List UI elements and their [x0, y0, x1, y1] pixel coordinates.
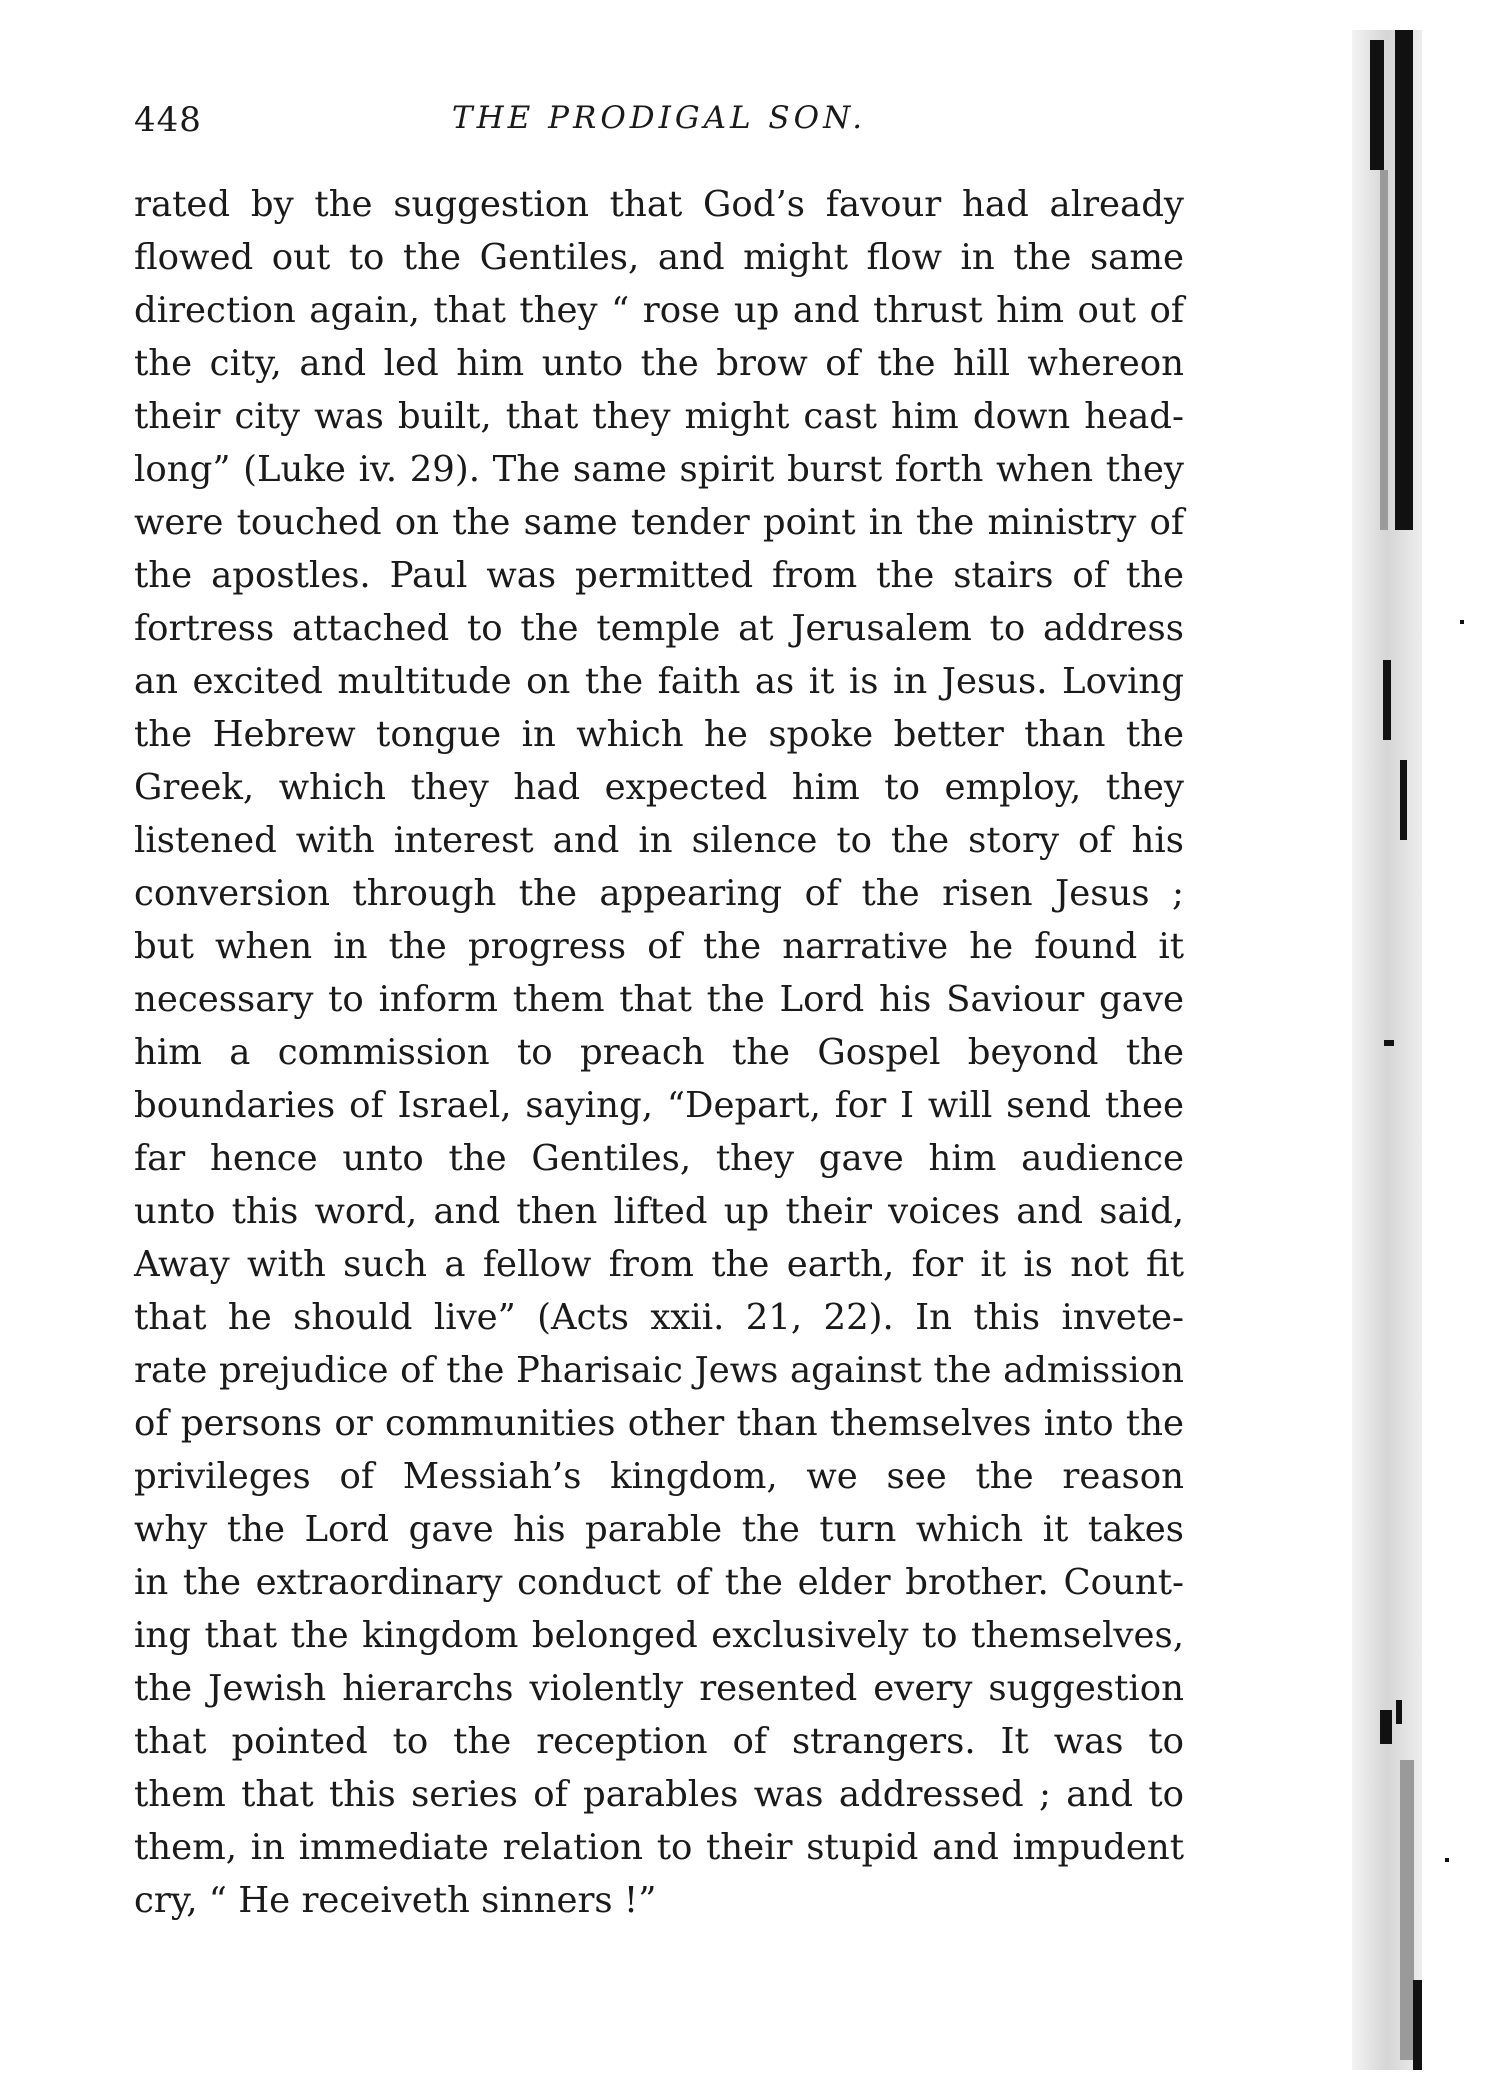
- page-header: [134, 100, 1184, 150]
- body-text: [134, 178, 1184, 1927]
- text-line: cry, “ He receiveth sinners !”: [134, 1880, 657, 1921]
- text-line: necessary to inform them that the Lord his Saviour gave: [134, 979, 1184, 1020]
- text-line: why the Lord gave his parable the turn which it takes: [134, 1509, 1184, 1550]
- text-line: that pointed to the reception of strangers. It was to: [134, 1721, 1184, 1762]
- text-line: privileges of Messiah’s kingdom, we see the reason: [134, 1456, 1184, 1497]
- text-line: were touched on the same tender point in the ministry of: [134, 502, 1184, 543]
- text-line: the apostles. Paul was permitted from the stairs of the: [134, 555, 1184, 596]
- text-line: boundaries of Israel, saying, “Depart, for I will send thee: [134, 1085, 1184, 1126]
- text-line: him a commission to preach the Gospel beyond the: [134, 1032, 1184, 1073]
- text-line: rate prejudice of the Pharisaic Jews against the admission: [134, 1350, 1184, 1391]
- text-line: of persons or communities other than themselves into the: [134, 1403, 1184, 1444]
- text-line: Away with such a fellow from the earth, for it is not fit: [134, 1244, 1184, 1285]
- text-line: unto this word, and then lifted up their voices and said,: [134, 1191, 1184, 1232]
- text-line: in the extraordinary conduct of the elder brother. Count-: [134, 1562, 1184, 1603]
- text-line: Greek, which they had expected him to employ, they: [134, 767, 1184, 808]
- text-line: the Jewish hierarchs violently resented every suggestion: [134, 1668, 1184, 1709]
- text-line: that he should live” (Acts xxii. 21, 22). In this invete-: [134, 1297, 1184, 1338]
- text-line: listened with interest and in silence to the story of his: [134, 820, 1184, 861]
- text-line: long” (Luke iv. 29). The same spirit burst forth when they: [134, 449, 1184, 490]
- text-line: them, in immediate relation to their stupid and impudent: [134, 1827, 1184, 1868]
- page-number: 448: [134, 100, 202, 140]
- text-line: direction again, that they “ rose up and thrust him out of: [134, 290, 1184, 331]
- text-line: flowed out to the Gentiles, and might flow in the same: [134, 237, 1184, 278]
- text-line: ing that the kingdom belonged exclusively to themselves,: [134, 1615, 1184, 1656]
- text-line: the city, and led him unto the brow of the hill whereon: [134, 343, 1184, 384]
- text-line: an excited multitude on the faith as it is in Jesus. Loving: [134, 661, 1184, 702]
- text-line: conversion through the appearing of the risen Jesus ;: [134, 873, 1184, 914]
- text-line: far hence unto the Gentiles, they gave him audience: [134, 1138, 1184, 1179]
- text-line: the Hebrew tongue in which he spoke better than the: [134, 714, 1184, 755]
- running-title: THE PRODIGAL SON.: [451, 100, 867, 136]
- text-line: but when in the progress of the narrative he found it: [134, 926, 1184, 967]
- text-line: their city was built, that they might cast him down head-: [134, 396, 1184, 437]
- text-line: rated by the suggestion that God’s favour had already: [134, 184, 1184, 225]
- text-line: them that this series of parables was addressed ; and to: [134, 1774, 1184, 1815]
- text-line: fortress attached to the temple at Jerusalem to address: [134, 608, 1184, 649]
